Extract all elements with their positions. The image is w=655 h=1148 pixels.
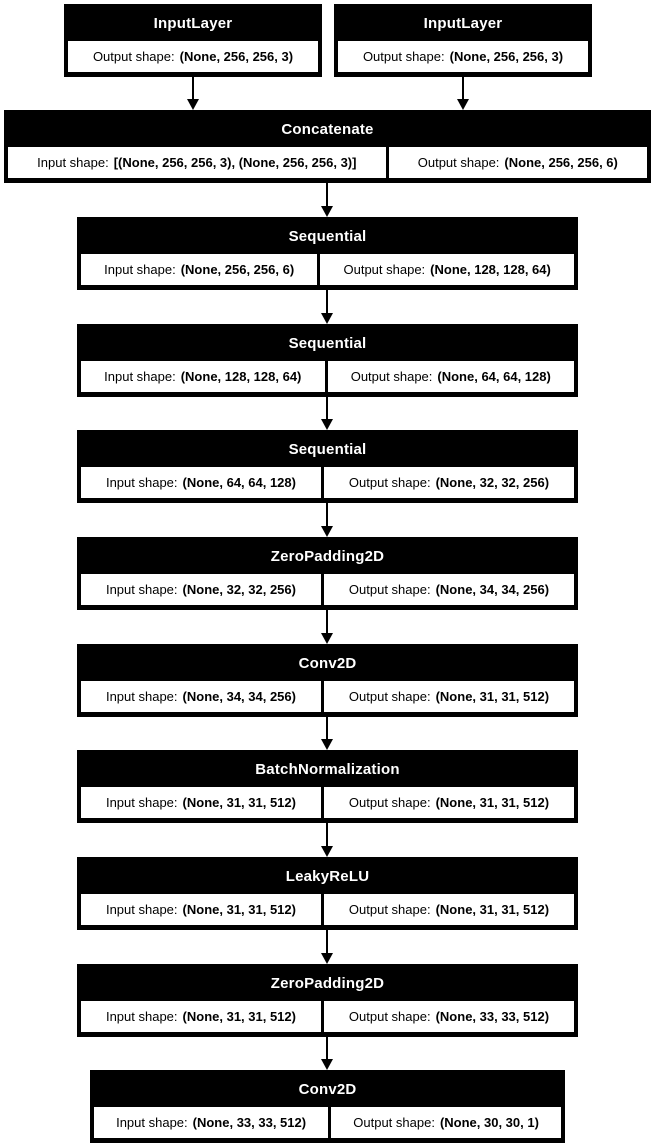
output-shape-value: (None, 31, 31, 512) (435, 902, 550, 917)
input-shape-cell (81, 681, 321, 712)
edge-line (326, 397, 328, 419)
input-shape-cell (81, 787, 321, 818)
output-shape-cell (328, 361, 574, 392)
edge-line (462, 77, 464, 99)
output-shape-cell (331, 1107, 561, 1138)
layer-type-label: LeakyReLU (285, 867, 370, 885)
edge-arrow-input1-to-concatenate (187, 77, 199, 110)
shape-row (81, 681, 574, 712)
edge-arrow-zeropadding1-to-conv2d1 (321, 610, 333, 644)
output-shape-label: Output shape: (362, 49, 445, 64)
layer-node-conv2d-1 (77, 644, 578, 717)
edge-arrow-sequential2-to-sequential3 (321, 397, 333, 430)
layer-node-sequential-2 (77, 324, 578, 397)
output-shape-cell (324, 681, 574, 712)
shape-row (81, 361, 574, 392)
input-shape-label: Input shape: (105, 475, 178, 490)
output-shape-label: Output shape: (348, 689, 431, 704)
arrowhead-icon (321, 846, 333, 857)
arrowhead-icon (321, 1059, 333, 1070)
input-shape-value: (None, 34, 34, 256) (182, 689, 296, 704)
edge-arrow-sequential3-to-zeropadding1 (321, 503, 333, 537)
layer-type-label: InputLayer (423, 14, 503, 32)
arrowhead-icon (321, 953, 333, 964)
layer-type-label: Sequential (288, 440, 367, 458)
output-shape-cell (324, 787, 574, 818)
arrowhead-icon (321, 419, 333, 430)
input-shape-label: Input shape: (105, 582, 178, 597)
shape-row (68, 41, 318, 72)
input-shape-label: Input shape: (105, 902, 178, 917)
edge-line (326, 183, 328, 206)
input-shape-value: (None, 31, 31, 512) (182, 795, 296, 810)
layer-type-label: Concatenate (281, 120, 374, 138)
edge-arrow-input2-to-concatenate (457, 77, 469, 110)
output-shape-label: Output shape: (348, 902, 431, 917)
output-shape-value: (None, 34, 34, 256) (435, 582, 550, 597)
layer-type-label: InputLayer (153, 14, 233, 32)
layer-type-label: Conv2D (298, 654, 357, 672)
arrowhead-icon (321, 739, 333, 750)
input-shape-label: Input shape: (104, 262, 176, 277)
output-shape-label: Output shape: (417, 155, 500, 170)
input-shape-label: Input shape: (116, 1115, 188, 1130)
output-shape-value: (None, 64, 64, 128) (437, 369, 551, 384)
layer-node-sequential-1 (77, 217, 578, 290)
output-shape-value: (None, 31, 31, 512) (435, 795, 550, 810)
layer-node-concatenate (4, 110, 651, 183)
edge-line (326, 610, 328, 633)
shape-row (94, 1107, 561, 1138)
output-shape-label: Output shape: (348, 582, 431, 597)
layer-node-batchnormalization (77, 750, 578, 823)
input-shape-value: (None, 31, 31, 512) (182, 902, 296, 917)
shape-row (81, 787, 574, 818)
arrowhead-icon (321, 633, 333, 644)
edge-arrow-sequential1-to-sequential2 (321, 290, 333, 324)
layer-node-inputlayer-1 (64, 4, 322, 77)
input-shape-value: (None, 32, 32, 256) (182, 582, 296, 597)
output-shape-label: Output shape: (353, 1115, 435, 1130)
layer-node-conv2d-2 (90, 1070, 565, 1143)
input-shape-value: (None, 64, 64, 128) (182, 475, 296, 490)
shape-row (8, 147, 647, 178)
edge-arrow-conv2d1-to-batchnorm (321, 717, 333, 750)
output-shape-value: (None, 30, 30, 1) (439, 1115, 539, 1130)
layer-type-label: Sequential (288, 227, 367, 245)
edge-arrow-concatenate-to-sequential1 (321, 183, 333, 217)
layer-type-label: BatchNormalization (255, 760, 400, 778)
output-shape-value: (None, 256, 256, 3) (449, 49, 564, 64)
edge-line (326, 1037, 328, 1059)
layer-type-label: Sequential (288, 334, 367, 352)
output-shape-value: (None, 31, 31, 512) (435, 689, 550, 704)
edge-line (192, 77, 194, 99)
output-shape-value: (None, 256, 256, 3) (179, 49, 294, 64)
input-shape-label: Input shape: (104, 369, 176, 384)
output-shape-cell (324, 894, 574, 925)
shape-row (81, 254, 574, 285)
layer-type-label: Conv2D (298, 1080, 357, 1098)
input-shape-label: Input shape: (105, 689, 178, 704)
output-shape-label: Output shape: (92, 49, 175, 64)
layer-node-inputlayer-2 (334, 4, 592, 77)
edge-line (326, 930, 328, 953)
input-shape-cell (81, 894, 321, 925)
output-shape-value: (None, 256, 256, 6) (504, 155, 618, 170)
edge-line (326, 717, 328, 739)
input-shape-label: Input shape: (105, 1009, 178, 1024)
edge-arrow-leakyrelu-to-zeropadding2 (321, 930, 333, 964)
input-shape-cell (94, 1107, 328, 1138)
edge-arrow-batchnorm-to-leakyrelu (321, 823, 333, 857)
input-shape-label: Input shape: (105, 795, 178, 810)
input-shape-cell (81, 574, 321, 605)
input-shape-value: (None, 33, 33, 512) (192, 1115, 307, 1130)
input-shape-cell (81, 254, 317, 285)
input-shape-cell (81, 1001, 321, 1032)
output-shape-label: Output shape: (348, 475, 431, 490)
arrowhead-icon (457, 99, 469, 110)
input-shape-cell (8, 147, 386, 178)
edge-arrow-zeropadding2-to-conv2d2 (321, 1037, 333, 1070)
output-shape-cell (324, 574, 574, 605)
layer-type-label: ZeroPadding2D (270, 974, 385, 992)
shape-row (81, 467, 574, 498)
output-shape-cell (338, 41, 588, 72)
output-shape-cell (68, 41, 318, 72)
arrowhead-icon (321, 206, 333, 217)
input-shape-cell (81, 467, 321, 498)
edge-line (326, 290, 328, 313)
input-shape-value: (None, 256, 256, 6) (180, 262, 295, 277)
input-shape-cell (81, 361, 325, 392)
output-shape-label: Output shape: (350, 369, 433, 384)
output-shape-value: (None, 33, 33, 512) (435, 1009, 550, 1024)
layer-node-leakyrelu (77, 857, 578, 930)
input-shape-label: Input shape: (37, 155, 109, 170)
output-shape-cell (389, 147, 647, 178)
arrowhead-icon (321, 526, 333, 537)
edge-line (326, 503, 328, 526)
input-shape-value: [(None, 256, 256, 3), (None, 256, 256, 3)] (113, 155, 357, 170)
output-shape-cell (324, 467, 574, 498)
shape-row (81, 1001, 574, 1032)
layer-node-zeropadding2d-2 (77, 964, 578, 1037)
arrowhead-icon (187, 99, 199, 110)
output-shape-label: Output shape: (348, 795, 431, 810)
output-shape-cell (324, 1001, 574, 1032)
output-shape-value: (None, 128, 128, 64) (430, 262, 551, 277)
layer-node-zeropadding2d-1 (77, 537, 578, 610)
output-shape-label: Output shape: (348, 1009, 431, 1024)
edge-line (326, 823, 328, 846)
shape-row (338, 41, 588, 72)
output-shape-label: Output shape: (343, 262, 426, 277)
input-shape-value: (None, 128, 128, 64) (180, 369, 302, 384)
output-shape-value: (None, 32, 32, 256) (435, 475, 550, 490)
shape-row (81, 574, 574, 605)
layer-node-sequential-3 (77, 430, 578, 503)
output-shape-cell (320, 254, 574, 285)
layer-type-label: ZeroPadding2D (270, 547, 385, 565)
input-shape-value: (None, 31, 31, 512) (182, 1009, 296, 1024)
shape-row (81, 894, 574, 925)
arrowhead-icon (321, 313, 333, 324)
